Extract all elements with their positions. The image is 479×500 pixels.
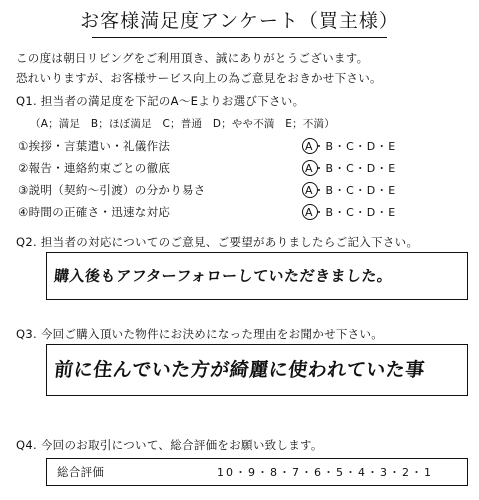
q1-item-label: ①挨拶・言葉遣い・礼儀作法 xyxy=(18,139,171,153)
q1-item-scale: A・B・C・D・E xyxy=(305,162,397,175)
q1-legend: （A；満足 B；ほぼ満足 C；普通 D；やや不満 E；不満） xyxy=(30,118,335,130)
q3-handwritten-answer: 前に住んでいた方が綺麗に使われていた事 xyxy=(53,359,426,381)
q4-evaluation-scale[interactable]: 10・9・8・7・6・5・4・3・2・1 xyxy=(217,466,433,479)
q1-item-scale: A・B・C・D・E xyxy=(305,184,397,197)
q4-question: Q4. 今回のお取引について、総合評価をお願い致します。 xyxy=(16,438,323,452)
q2-question: Q2. 担当者の対応についてのご意見、ご要望がありましたらご記入下さい。 xyxy=(16,235,419,249)
survey-title: お客様満足度アンケート（買主様） xyxy=(80,10,399,32)
selected-circle-mark xyxy=(302,160,318,176)
q3-question: Q3. 今回ご購入頂いた物件にお決めになった理由をお聞かせ下さい。 xyxy=(16,327,384,341)
q1-item-label: ③説明（契約〜引渡）の分かり易さ xyxy=(18,183,206,197)
q4-evaluation-box xyxy=(46,458,468,486)
q1-item-label: ④時間の正確さ・迅速な対応 xyxy=(18,205,171,219)
q2-handwritten-answer: 購入後もアフターフォローしていただきました。 xyxy=(53,267,394,285)
q4-evaluation-label: 総合評価 xyxy=(57,465,105,479)
q1-item-scale: A・B・C・D・E xyxy=(305,140,397,153)
selected-circle-mark xyxy=(302,138,318,154)
q1-question: Q1. 担当者の満足度を下記のA〜Eよりお選び下さい。 xyxy=(16,94,305,108)
q1-item-scale: A・B・C・D・E xyxy=(305,206,397,219)
q2-answer-box[interactable] xyxy=(46,252,468,300)
selected-circle-mark xyxy=(302,204,318,220)
selected-circle-mark xyxy=(302,182,318,198)
intro-line-2: 恐れいりますが、お客様サービス向上の為ご意見をおきかせ下さい。 xyxy=(16,71,382,85)
intro-line-1: この度は朝日リビングをご利用頂き、誠にありがとうございます。 xyxy=(16,51,369,65)
q3-answer-box[interactable] xyxy=(46,344,468,396)
title-underline xyxy=(92,37,387,38)
q1-item-label: ②報告・連絡約束ごとの徹底 xyxy=(18,161,171,175)
